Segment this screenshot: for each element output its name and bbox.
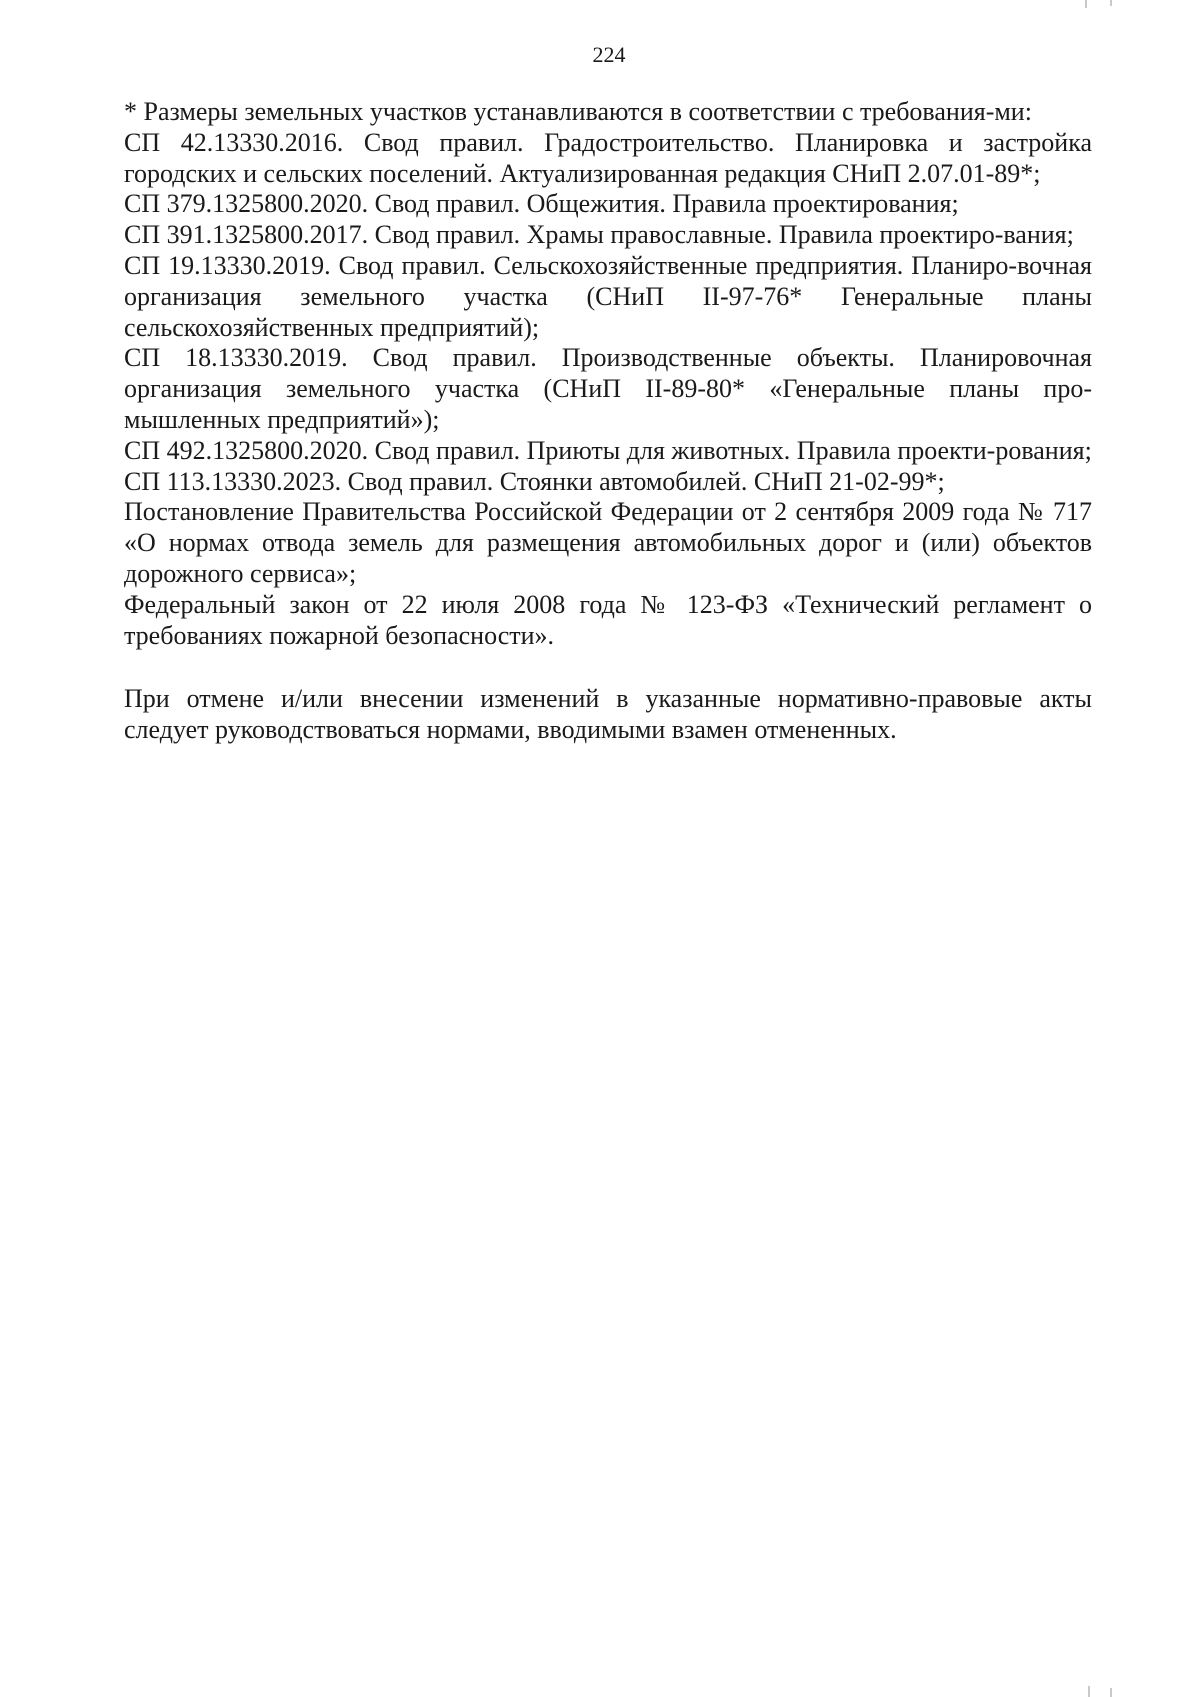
reference-item: СП 391.1325800.2017. Свод правил. Храмы православные. Правила проектиро-вания; (124, 220, 1074, 250)
closing-note: При отмене и/или внесении изменений в указанные нормативно-правовые акты следует руководствоваться нормами, вводимыми взамен отмененных. (124, 684, 1092, 745)
footnote-intro: * Размеры земельных участков устанавливаются в соответствии с требования-ми: (124, 97, 1032, 126)
reference-item: СП 19.13330.2019. Свод правил. Сельскохозяйственные предприятия. Планиро-вочная организация земельного участка (СНиП II-97-76* Генеральные планы сельскохозяйственных предприятий); (124, 250, 1092, 342)
reference-item: СП 379.1325800.2020. Свод правил. Общежития. Правила проектирования; (124, 189, 959, 219)
scan-speck (1088, 1686, 1090, 1697)
reference-item: СП 492.1325800.2020. Свод правил. Приюты для животных. Правила проекти-рования; (124, 435, 1092, 465)
footnote-block (124, 97, 1092, 746)
reference-item: Постановление Правительства Российской Федерации от 2 сентября 2009 года № 717 «О нормах отвода земель для размещения автомобильных дорог и (или) объектов дорожного сервиса»; (124, 497, 1092, 588)
scan-speck (1110, 1688, 1112, 1697)
reference-item: СП 113.13330.2023. Свод правил. Стоянки автомобилей. СНиП 21-02-99*; (124, 466, 945, 496)
reference-item: СП 42.13330.2016. Свод правил. Градостроительство. Планировка и застройка городских и сельских поселений. Актуализированная редакция СНиП 2.07.01-89*; (124, 127, 1092, 188)
page-number: 224 (592, 42, 626, 67)
scan-speck (1110, 0, 1112, 6)
scan-speck (1085, 0, 1087, 8)
reference-item: СП 18.13330.2019. Свод правил. Производственные объекты. Планировочная организация земельного участка (СНиП II-89-80* «Генеральные планы про-мышленных предприятий»); (124, 343, 1092, 434)
reference-item: Федеральный закон от 22 июля 2008 года № 123-ФЗ «Технический регламент о требованиях пожарной безопасности». (124, 589, 1092, 650)
